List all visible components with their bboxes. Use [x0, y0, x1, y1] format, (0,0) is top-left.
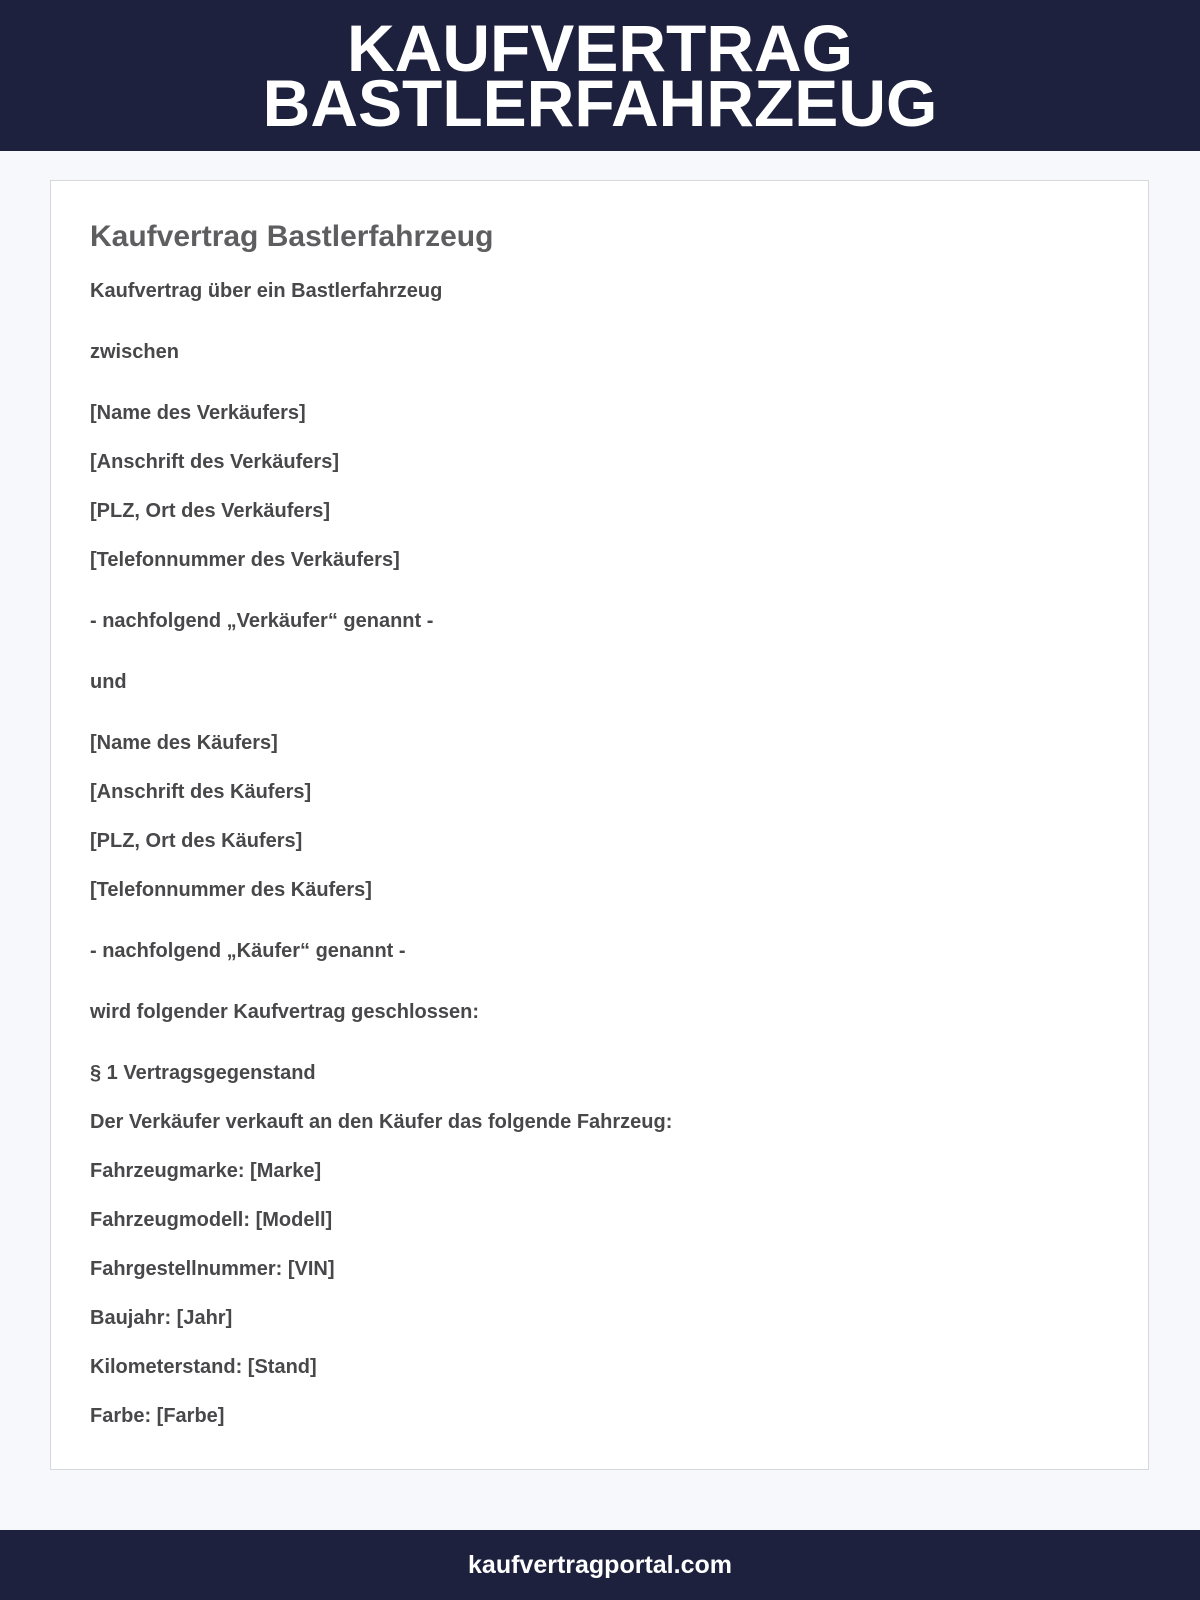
- page-footer: [0, 1530, 1200, 1600]
- seller-zip-city: [PLZ, Ort des Verkäufers]: [90, 500, 331, 522]
- buyer-zip-city: [PLZ, Ort des Käufers]: [90, 830, 303, 852]
- page-header: [0, 0, 1200, 151]
- vehicle-brand: Fahrzeugmarke: [Marke]: [90, 1160, 322, 1182]
- buyer-address: [Anschrift des Käufers]: [90, 781, 312, 803]
- seller-address: [Anschrift des Verkäufers]: [90, 451, 339, 473]
- contract-document: [50, 180, 1149, 1470]
- text-between: zwischen: [90, 341, 179, 363]
- buyer-designation: - nachfolgend „Käufer“ genannt -: [90, 940, 406, 962]
- document-title: Kaufvertrag Bastlerfahrzeug: [90, 220, 494, 253]
- text-and: und: [90, 671, 127, 693]
- vehicle-mileage: Kilometerstand: [Stand]: [90, 1356, 317, 1378]
- vehicle-year: Baujahr: [Jahr]: [90, 1307, 233, 1329]
- header-title-line-1: KAUFVERTRAG: [347, 10, 853, 85]
- contract-heading: Kaufvertrag über ein Bastlerfahrzeug: [90, 280, 443, 302]
- seller-phone: [Telefonnummer des Verkäufers]: [90, 549, 400, 571]
- header-title-line-2: BASTLERFAHRZEUG: [262, 65, 938, 140]
- footer-site-link[interactable]: kaufvertragportal.com: [468, 1550, 732, 1579]
- section-1-heading: § 1 Vertragsgegenstand: [90, 1062, 316, 1084]
- contract-concluded-text: wird folgender Kaufvertrag geschlossen:: [90, 1001, 479, 1023]
- seller-designation: - nachfolgend „Verkäufer“ genannt -: [90, 610, 434, 632]
- seller-name: [Name des Verkäufers]: [90, 402, 306, 424]
- vehicle-model: Fahrzeugmodell: [Modell]: [90, 1209, 333, 1231]
- vehicle-color: Farbe: [Farbe]: [90, 1405, 225, 1427]
- vehicle-vin: Fahrgestellnummer: [VIN]: [90, 1258, 335, 1280]
- buyer-name: [Name des Käufers]: [90, 732, 278, 754]
- section-1-intro: Der Verkäufer verkauft an den Käufer das folgende Fahrzeug:: [90, 1111, 673, 1133]
- buyer-phone: [Telefonnummer des Käufers]: [90, 879, 372, 901]
